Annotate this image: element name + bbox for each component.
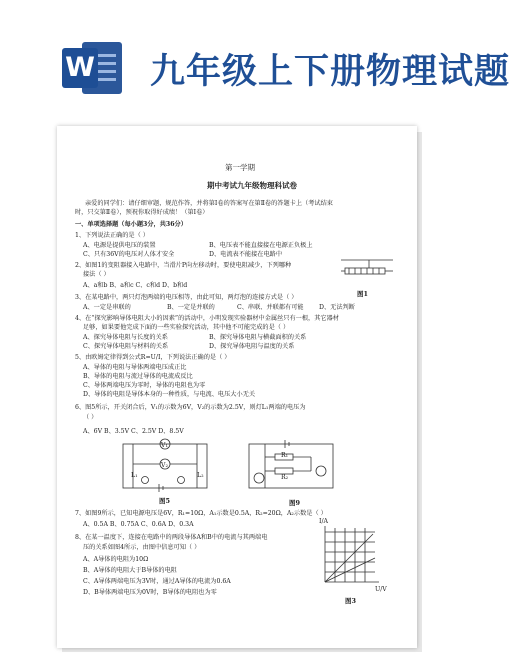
figure-9-circuit — [245, 438, 337, 494]
question-4: 4、在“探究影响导体电阻大小的因素”的活动中，小明发现实验器材中金属丝只有一根，其它器材 — [75, 315, 339, 322]
q4-option-b: B、探究导体电阻与横截面积的关系 — [209, 334, 307, 341]
q8-option-c: C、A导体两端电压为3V时，通过A导体的电流为0.6A — [83, 578, 231, 585]
q3-option-d: D、无法判断 — [319, 304, 355, 311]
figure-1-rheostat — [339, 250, 399, 290]
q1-option-b: B、电压表不能直接接在电源正负极上 — [209, 242, 313, 249]
question-5: 5、由欧姆定律得到公式R=U/I，下列说法正确的是（ ） — [75, 354, 231, 361]
figure-9-label: 图9 — [289, 499, 301, 507]
q8-option-a: A、A导体的电阻为10Ω — [83, 556, 149, 563]
figure-5-l2-label: L₂ — [197, 472, 204, 479]
figure-3-label: 图3 — [345, 597, 357, 605]
question-4-cont: 足够，如果要他完成下面的一些实验探究活动，其中他不可能完成的是（ ） — [83, 324, 290, 331]
section-heading: 一、单项选择题（每小题3分，共36分） — [75, 221, 187, 228]
figure-9-r2-label: R₂ — [281, 474, 289, 481]
question-7: 7、如图9所示，已知电源电压是6V，R₁=10Ω，A₁示数是0.5A，R₂=20Ω，A₂示数是（ ） — [75, 510, 327, 517]
figure-9-r1-label: R₁ — [281, 452, 289, 459]
q2-options: A、a和b B、a和c C、c和d D、b和d — [83, 282, 188, 289]
figure-5-v1-label: V₁ — [161, 442, 168, 449]
question-2: 2、如图1的变阻器接入电路中，当滑片P向左移动时，要使电阻减少，下列哪种 — [75, 262, 292, 269]
q3-option-c: C、串联、并联都有可能 — [237, 304, 304, 311]
figure-3-iu-graph — [315, 524, 381, 590]
question-3: 3、在某电路中，两只灯泡两端的电压相等，由此可知，两灯泡的连接方式是（ ） — [75, 294, 298, 301]
question-8-cont: 压的关系如图4所示，由图中信息可知（ ） — [83, 544, 201, 551]
intro-line-1: 亲爱的同学们：请仔细审题，规范作答，并将第Ⅰ卷的答案写在第Ⅱ卷的答题卡上（考试结束 — [85, 200, 333, 207]
figure-5-label: 图5 — [159, 497, 171, 505]
question-8: 8、在某一温度下，连接在电路中的两段导体A和B中的电流与其两端电 — [75, 534, 268, 541]
q1-option-d: D、电流表不能接在电路中 — [209, 251, 283, 258]
semester-heading: 第一学期 — [225, 163, 255, 172]
graph-y-axis-label: I/A — [319, 518, 328, 525]
document-banner — [0, 0, 510, 105]
word-document-icon — [62, 40, 124, 96]
q4-option-c: C、探究导体电阻与材料的关系 — [83, 343, 169, 350]
q1-option-a: A、电源是提供电压的装置 — [83, 242, 156, 249]
q5-option-c: C、导体两端电压为零时，导体的电阻也为零 — [83, 382, 206, 389]
exam-title: 期中考试九年级物理科试卷 — [207, 181, 297, 190]
banner-title: 九年级上下册物理试题 — [150, 52, 510, 92]
q1-option-c: C、只有36V的电压对人体才安全 — [83, 251, 175, 258]
question-6-cont: （ ） — [83, 414, 98, 421]
q8-option-b: B、A导体的电阻大于B导体的电阻 — [83, 567, 177, 574]
q6-options: A、6V B、3.5V C、2.5V D、8.5V — [83, 428, 184, 435]
q5-option-b: B、导体的电阻与流过导体的电流成反比 — [83, 373, 193, 380]
figure-5-l1-label: L₁ — [131, 472, 138, 479]
q3-option-b: B、一定是并联的 — [167, 304, 215, 311]
figure-5-v2-label: V₂ — [161, 462, 168, 469]
question-2-cont: 接法（ ） — [83, 271, 110, 278]
q7-options: A、0.5A B、0.75A C、0.6A D、0.3A — [83, 521, 194, 528]
q5-option-d: D、导体的电阻是导体本身的一种性质，与电流、电压大小无关 — [83, 391, 256, 398]
word-letter: W — [62, 48, 98, 88]
q4-option-d: D、探究导体电阻与温度的关系 — [209, 343, 295, 350]
q8-option-d: D、B导体两端电压为0V时，B导体的电阻也为零 — [83, 589, 217, 596]
figure-1-label: 图1 — [357, 290, 369, 298]
graph-x-axis-label: U/V — [375, 586, 387, 593]
exam-paper-page — [57, 126, 417, 648]
q3-option-a: A、一定是串联的 — [83, 304, 131, 311]
intro-line-2: 时，只交第Ⅱ卷），预祝你取得好成绩！（第Ⅰ卷） — [75, 209, 209, 216]
question-6: 6、图5所示，开关闭合后，V₁的示数为6V，V₂的示数为2.5V，则灯L₁两端的电压为 — [75, 404, 306, 411]
q5-option-a: A、导体的电阻与导体两端电压成正比 — [83, 364, 187, 371]
q4-option-a: A、探究导体电阻与长度的关系 — [83, 334, 168, 341]
question-1: 1、下列说法正确的是（ ） — [75, 232, 149, 239]
